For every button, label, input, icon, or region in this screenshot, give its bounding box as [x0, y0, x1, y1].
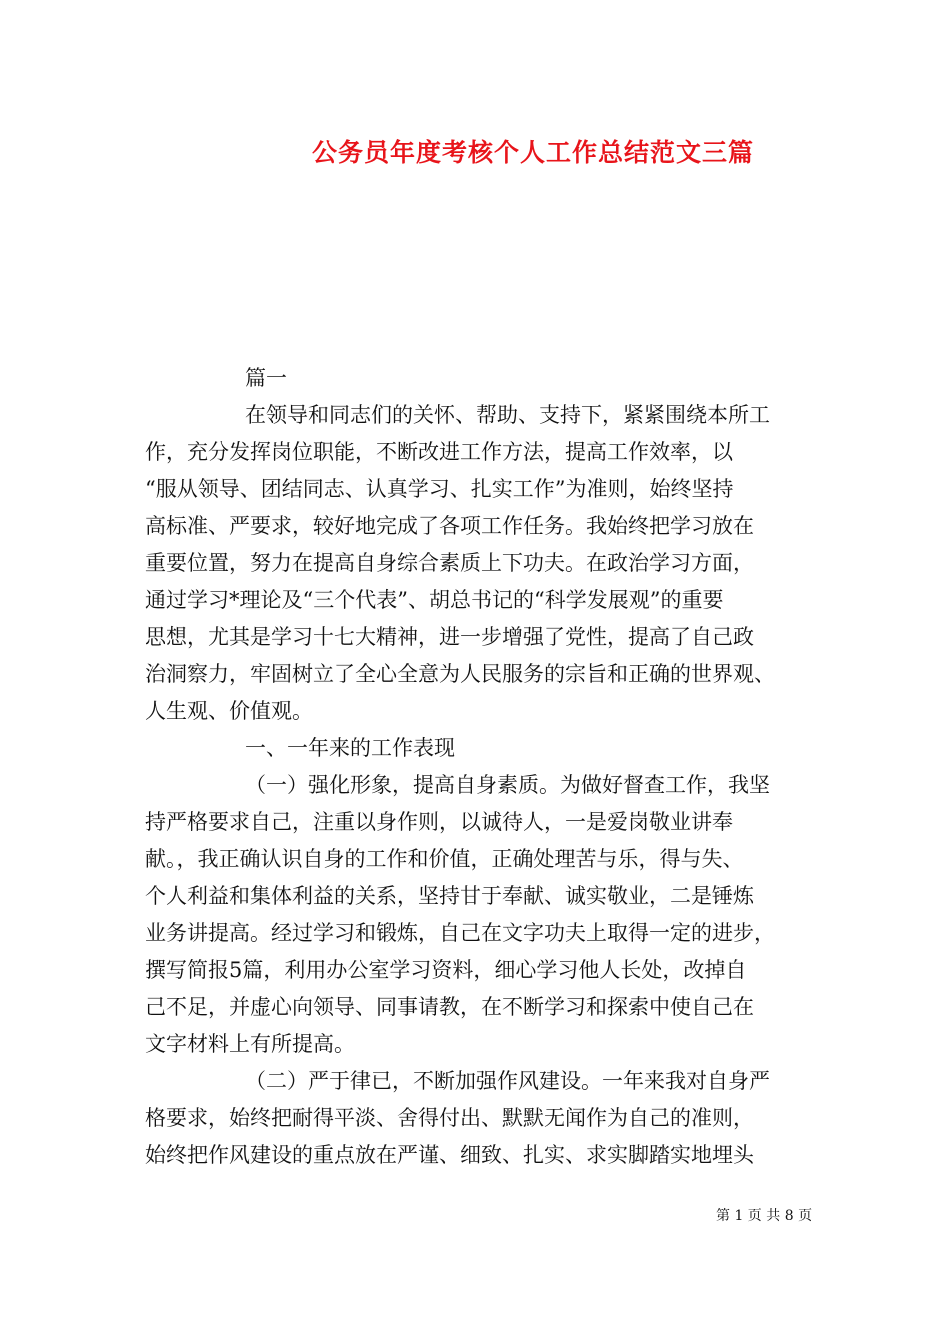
paragraph-line: 作，充分发挥岗位职能，不断改进工作方法，提高工作效率，以 — [145, 440, 733, 464]
paragraph-line: 己不足，并虚心向领导、同事请教，在不断学习和探索中使自己在 — [145, 995, 754, 1019]
document-body — [145, 360, 825, 1174]
paragraph-line: 个人利益和集体利益的关系，坚持甘于奉献、诚实敬业，二是锤炼 — [145, 884, 754, 908]
paragraph-line: 献。，我正确认识自身的工作和价值，正确处理苦与乐，得与失、 — [145, 847, 744, 871]
paragraph-3 — [145, 1063, 825, 1174]
paragraph-line: 治洞察力，牢固树立了全心全意为人民服务的宗旨和正确的世界观、 — [145, 662, 775, 686]
paragraph-line: 重要位置，努力在提高自身综合素质上下功夫。在政治学习方面， — [145, 551, 754, 575]
paragraph-line: （二）严于律已，不断加强作风建设。一年来我对自身严 — [245, 1069, 770, 1093]
paragraph-line: 格要求，始终把耐得平淡、舍得付出、默默无闻作为自己的准则， — [145, 1106, 754, 1130]
page-footer: 第 1 页 共 8 页 — [716, 1208, 813, 1224]
section-label: 篇一 — [245, 366, 287, 390]
section-heading: 一、一年来的工作表现 — [245, 736, 455, 760]
paragraph-line: 文字材料上有所提高。 — [145, 1032, 355, 1056]
paragraph-line: 始终把作风建设的重点放在严谨、细致、扎实、求实脚踏实地埋头 — [145, 1143, 754, 1167]
paragraph-line: 业务讲提高。经过学习和锻炼，自己在文字功夫上取得一定的进步， — [145, 921, 775, 945]
paragraph-line: 持严格要求自己，注重以身作则，以诚待人，一是爱岗敬业讲奉 — [145, 810, 733, 834]
paragraph-2 — [145, 767, 825, 1063]
paragraph-1 — [145, 397, 825, 730]
paragraph-line: 思想，尤其是学习十七大精神，进一步增强了党性，提高了自己政 — [145, 625, 754, 649]
paragraph-line: 撰写简报5篇，利用办公室学习资料，细心学习他人长处，改掉自 — [145, 958, 747, 982]
document-title: 公务员年度考核个人工作总结范文三篇 — [311, 138, 754, 167]
paragraph-line: 人生观、价值观。 — [145, 699, 313, 723]
paragraph-line: 在领导和同志们的关怀、帮助、支持下，紧紧围绕本所工 — [245, 403, 770, 427]
paragraph-line: 通过学习*理论及“三个代表”、胡总书记的“科学发展观”的重要 — [145, 588, 724, 612]
paragraph-line: 高标准、严要求，较好地完成了各项工作任务。我始终把学习放在 — [145, 514, 754, 538]
paragraph-line: “服从领导、团结同志、认真学习、扎实工作”为准则，始终坚持 — [145, 477, 734, 501]
paragraph-line: （一）强化形象，提高自身素质。为做好督查工作，我坚 — [245, 773, 770, 797]
